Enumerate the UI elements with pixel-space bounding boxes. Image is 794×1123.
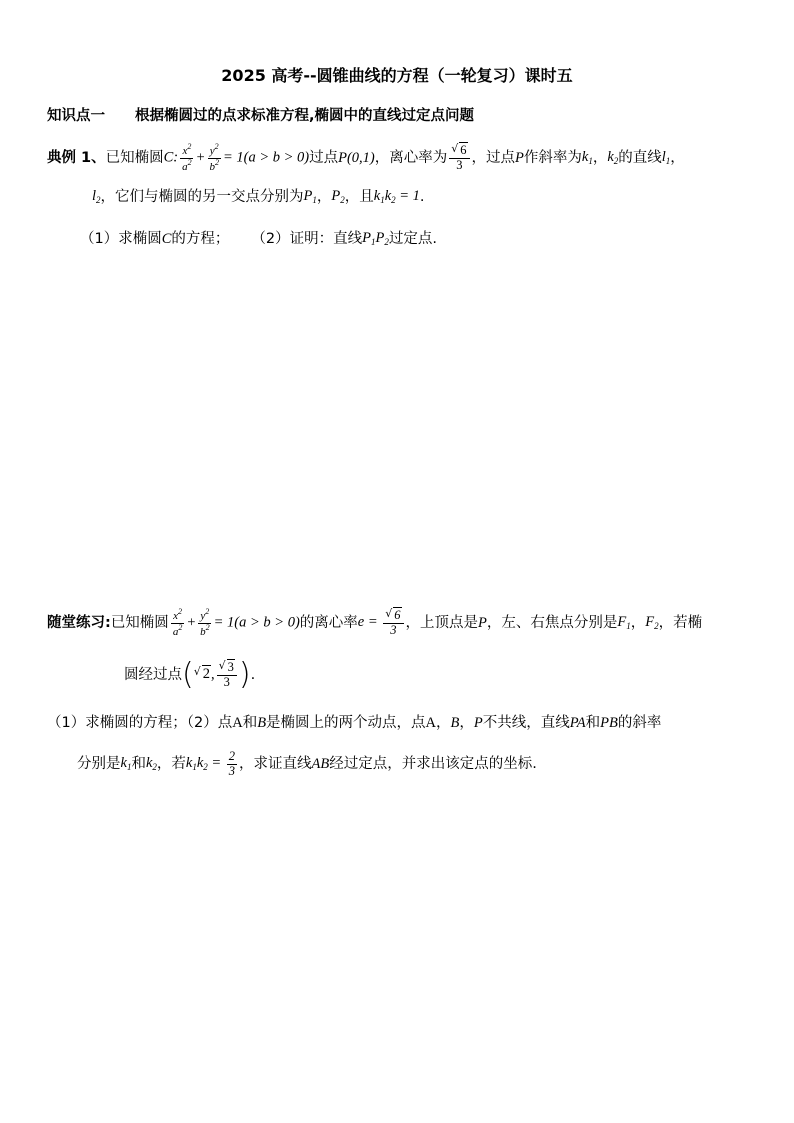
eccentricity-value: √ $\frac{6}{3}$ [447,144,471,171]
q1-text-h: 的斜率 [617,715,662,731]
q2-text-b: 和 [131,755,146,772]
q2-text-a: 分别是 [77,755,121,772]
practice-question-2 [77,747,537,781]
practice-question-1 [47,716,661,731]
practice-line-2 [124,656,255,694]
example-l2-and: ，且 [344,188,374,205]
example-line-1 [47,140,685,176]
part-1-text: （1）求椭圆 [80,230,162,247]
example-text-5: 作斜率为 [523,149,582,166]
example-line-2 [92,189,425,205]
example-text-2: 过点 [309,149,339,166]
part-2-text: （2）证明：直线 [251,230,363,247]
page-title: 2025 高考--圆锥曲线的方程（一轮复习）课时五 [221,66,573,85]
example-text-3: ，离心率为 [374,149,448,166]
example-text-6: ， [592,149,608,166]
q2-k1: $k_1$ [120,755,132,772]
focus-f1: $F_1$ [617,614,631,631]
point-a: A [232,715,243,731]
practice-text-4: ，左、右焦点分别是 [486,614,618,631]
practice-ellipse-equation: $\frac{x^2}{a^2}$ + $\frac{y^2}{b^2}$ = 1(a > b > 0) [172,606,300,638]
part-2-end: 过定点. [388,230,437,247]
line-l1: $l_1$ [661,149,671,166]
example-l2-text: ，它们与椭圆的另一交点分别为 [100,188,304,205]
practice-line-1 [47,605,702,641]
q2-product: $k_1k_2$ = $\frac{2}{3}$ [185,749,236,778]
point-p2: $P_2$ [331,188,345,205]
point-p-ref: P [515,149,524,166]
q2-k2: $k_2$ [145,755,157,772]
example-text-1: 已知椭圆 [105,149,164,166]
slope-k1: $k_1$ [581,149,593,166]
q1-text-a: （1）求椭圆的方程；（2）点 [47,715,233,731]
practice-line2-end: . [250,666,256,683]
q2-text-e: 经过定点，并求出该定点的坐标. [329,755,537,772]
q1-text-g: 和 [585,715,601,731]
practice-line2-text: 圆经过点 [124,666,182,683]
part-1-end: 的方程； [171,230,230,247]
practice-text-2: 的离心率 [299,614,358,631]
practice-text-3: ，上顶点是 [405,614,479,631]
point-p1: $P_1$ [303,188,317,205]
line-ab: AB [311,755,330,772]
line-l2: $l_2$ [92,188,101,205]
example-text-7: 的直线 [618,149,662,166]
practice-text-1: 已知椭圆 [110,614,169,631]
example-l2-end: . [419,188,425,205]
practice-text-5: ， [630,614,646,631]
q1-text-e: ， [459,715,474,731]
example-parts [80,231,437,247]
line-p1p2: $P_1P_2$ [362,230,389,247]
practice-point-p: P [478,614,487,631]
q1-text-d: ， [436,715,451,731]
q1-text-c: 是椭圆上的两个动点，点 [266,715,426,731]
q2-text-c: ，若 [156,755,186,772]
section-heading: 根据椭圆过的点求标准方程,椭圆中的直线过定点问题 [135,108,475,124]
line-pa: PA [569,715,586,731]
ellipse-c: C [161,230,172,247]
example-l2-sep: ， [316,188,332,205]
line-pb: PB [600,715,618,731]
q1-text-b: 和 [242,715,258,731]
q2-text-d: ，求证直线 [239,755,312,772]
slope-k2: $k_2$ [607,149,619,166]
q1-text-f: 不共线，直线 [482,715,570,731]
example-text-8: ， [670,149,685,166]
practice-text-6: ，若椭 [658,614,703,631]
practice-point: (√ 2, √ $\frac{3}{3}$ ) [182,660,251,690]
example-text-4: ，过点 [471,149,516,166]
example-label: 典例 1、 [47,149,106,166]
practice-eccentricity: e = √ $\frac{6}{3}$ [358,609,406,636]
slope-product: $k_1k_2 = 1$ [373,188,420,205]
focus-f2: $F_2$ [645,614,659,631]
practice-label: 随堂练习: [47,614,111,631]
ellipse-equation: C: $\frac{x^2}{a^2}$ + $\frac{y^2}{b^2}$ = 1(a > b > 0) [163,141,310,173]
point-a-ref: A [425,715,437,731]
point-b: B [257,715,267,731]
point-p-ref2: P [473,715,483,731]
point-p: P(0,1) [338,149,375,166]
point-b-ref: B [450,715,460,731]
section-label: 知识点一 [47,108,105,124]
